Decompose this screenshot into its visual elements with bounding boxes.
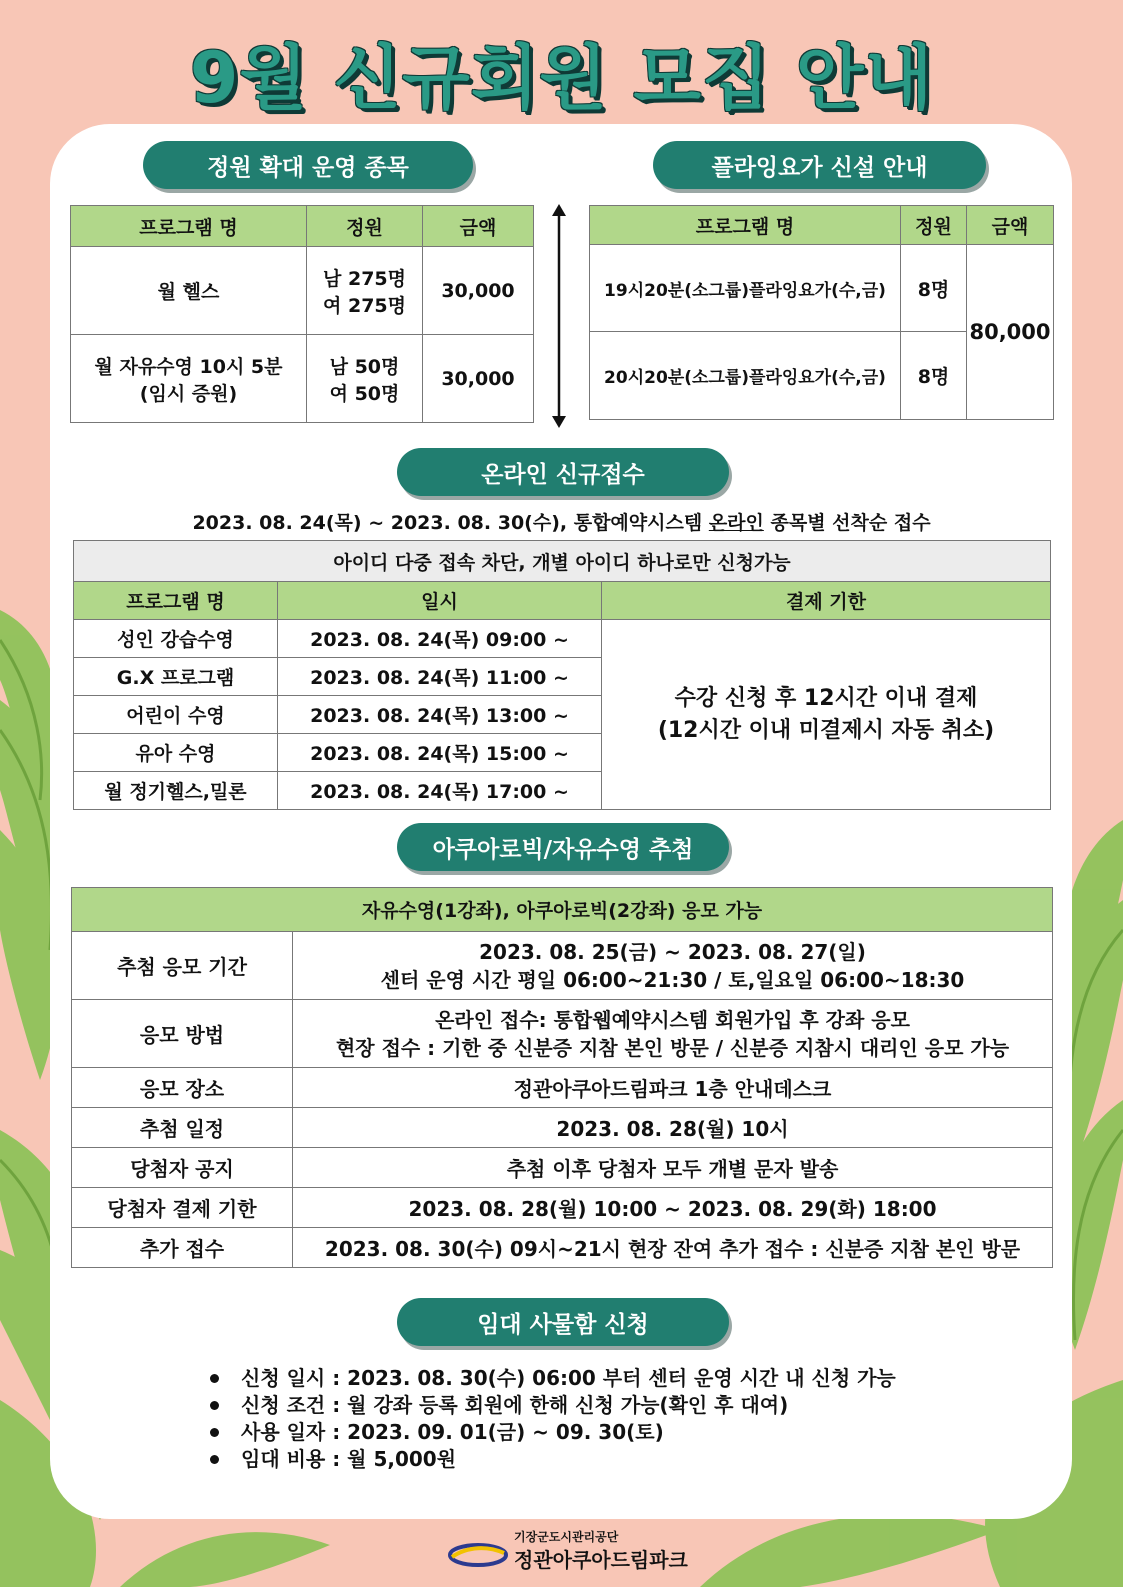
program-name: 어린이 수영 [74,696,278,734]
table-row [72,1188,1053,1228]
bullet-icon [210,1401,219,1410]
program-name: 20시20분(소그룹)플라잉요가(수,금) [590,332,901,420]
footer-logo [448,1528,688,1578]
double-arrow-icon [549,204,569,428]
online-table [73,540,1051,810]
table-row [72,1000,1053,1068]
lottery-label: 당첨자 결제 기한 [72,1188,293,1228]
capacity-col-program: 프로그램 명 [71,206,307,247]
online-period: 2023. 08. 24(목) ~ 2023. 08. 30(수), 통합예약시스템 온라인 종목별 선착순 접수 [192,512,931,534]
lottery-value: 정관아쿠아드림파크 1층 안내데스크 [293,1068,1053,1108]
table-row [590,245,1054,332]
lottery-value: 2023. 08. 28(월) 10:00 ~ 2023. 08. 29(화) 18:00 [293,1188,1053,1228]
price-cell: 30,000 [423,247,534,335]
bullet-icon [210,1374,219,1383]
lottery-label: 당첨자 공지 [72,1148,293,1188]
locker-list [210,1365,896,1473]
capacity-header-row [71,206,534,247]
time-cell: 2023. 08. 24(목) 09:00 ~ [278,620,602,658]
capacity-table [70,205,534,423]
payment-deadline: 수강 신청 후 12시간 이내 결제 (12시간 이내 미결제시 자동 취소) [602,620,1051,810]
table-row [74,620,1051,658]
lottery-value: 온라인 접수: 통합웹예약시스템 회원가입 후 강좌 응모 현장 접수 : 기한 중 신분증 지참 본인 방문 / 신분증 지참시 대리인 응모 가능 [293,1000,1053,1068]
lottery-label: 추첨 일정 [72,1108,293,1148]
flying-col-capacity: 정원 [901,206,967,245]
table-row [72,1228,1053,1268]
flying-col-price: 금액 [967,206,1054,245]
program-name: 19시20분(소그룹)플라잉요가(수,금) [590,245,901,332]
list-item: 사용 일자 : 2023. 09. 01(금) ~ 09. 30(토) [210,1419,896,1446]
lottery-heading: 아쿠아로빅/자유수영 추첨 [397,823,729,871]
lottery-table [71,887,1053,1268]
price-cell: 30,000 [423,335,534,423]
time-cell: 2023. 08. 24(목) 11:00 ~ [278,658,602,696]
footer-name: 정관아쿠아드림파크 [514,1548,688,1572]
time-cell: 2023. 08. 24(목) 17:00 ~ [278,772,602,810]
lottery-label: 추가 접수 [72,1228,293,1268]
bullet-icon [210,1428,219,1437]
online-header-row [74,582,1051,620]
list-item: 신청 조건 : 월 강좌 등록 회원에 한해 신청 가능(확인 후 대여) [210,1392,896,1419]
time-cell: 2023. 08. 24(목) 15:00 ~ [278,734,602,772]
program-name: 월 정기헬스,밀론 [74,772,278,810]
flying-header-row [590,206,1054,245]
table-row [72,1108,1053,1148]
capacity-cell: 남 275명 여 275명 [307,247,423,335]
capacity-heading: 정원 확대 운영 종목 [143,141,473,189]
online-col-payment: 결제 기한 [602,582,1051,620]
table-row [72,1148,1053,1188]
capacity-col-price: 금액 [423,206,534,247]
bullet-icon [210,1455,219,1464]
online-heading: 온라인 신규접수 [397,448,729,496]
table-row [71,335,534,423]
lottery-header: 자유수영(1강좌), 아쿠아로빅(2강좌) 응모 가능 [72,888,1053,932]
lottery-value: 2023. 08. 30(수) 09시~21시 현장 잔여 추가 접수 : 신분증 지참 본인 방문 [293,1228,1053,1268]
lottery-label: 추첨 응모 기간 [72,932,293,1000]
table-row [72,932,1053,1000]
lottery-value: 2023. 08. 28(월) 10시 [293,1108,1053,1148]
price-cell: 80,000 [967,245,1054,420]
program-name: G.X 프로그램 [74,658,278,696]
program-name: 월 자유수영 10시 5분 (임시 증원) [71,335,307,423]
footer-org: 기장군도시관리공단 [514,1530,619,1544]
online-col-program: 프로그램 명 [74,582,278,620]
flying-yoga-table [589,205,1054,420]
lottery-value: 2023. 08. 25(금) ~ 2023. 08. 27(일) 센터 운영 시간 평일 06:00~21:30 / 토,일요일 06:00~18:30 [293,932,1053,1000]
online-col-time: 일시 [278,582,602,620]
time-cell: 2023. 08. 24(목) 13:00 ~ [278,696,602,734]
flying-col-program: 프로그램 명 [590,206,901,245]
logo-swoosh-icon [448,1542,508,1568]
online-notice: 아이디 다중 접속 차단, 개별 아이디 하나로만 신청가능 [74,541,1051,582]
capacity-cell: 남 50명 여 50명 [307,335,423,423]
capacity-col-capacity: 정원 [307,206,423,247]
table-row [72,1068,1053,1108]
program-name: 월 헬스 [71,247,307,335]
lottery-label: 응모 장소 [72,1068,293,1108]
list-item: 임대 비용 : 월 5,000원 [210,1446,896,1473]
capacity-cell: 8명 [901,332,967,420]
page-title: 9월 신규회원 모집 안내 [189,37,934,119]
flying-yoga-heading: 플라잉요가 신설 안내 [653,141,986,189]
list-item: 신청 일시 : 2023. 08. 30(수) 06:00 부터 센터 운영 시간 내 신청 가능 [210,1365,896,1392]
lottery-value: 추첨 이후 당첨자 모두 개별 문자 발송 [293,1148,1053,1188]
lottery-label: 응모 방법 [72,1000,293,1068]
program-name: 유아 수영 [74,734,278,772]
table-row [71,247,534,335]
program-name: 성인 강습수영 [74,620,278,658]
capacity-cell: 8명 [901,245,967,332]
locker-heading: 임대 사물함 신청 [397,1298,729,1346]
